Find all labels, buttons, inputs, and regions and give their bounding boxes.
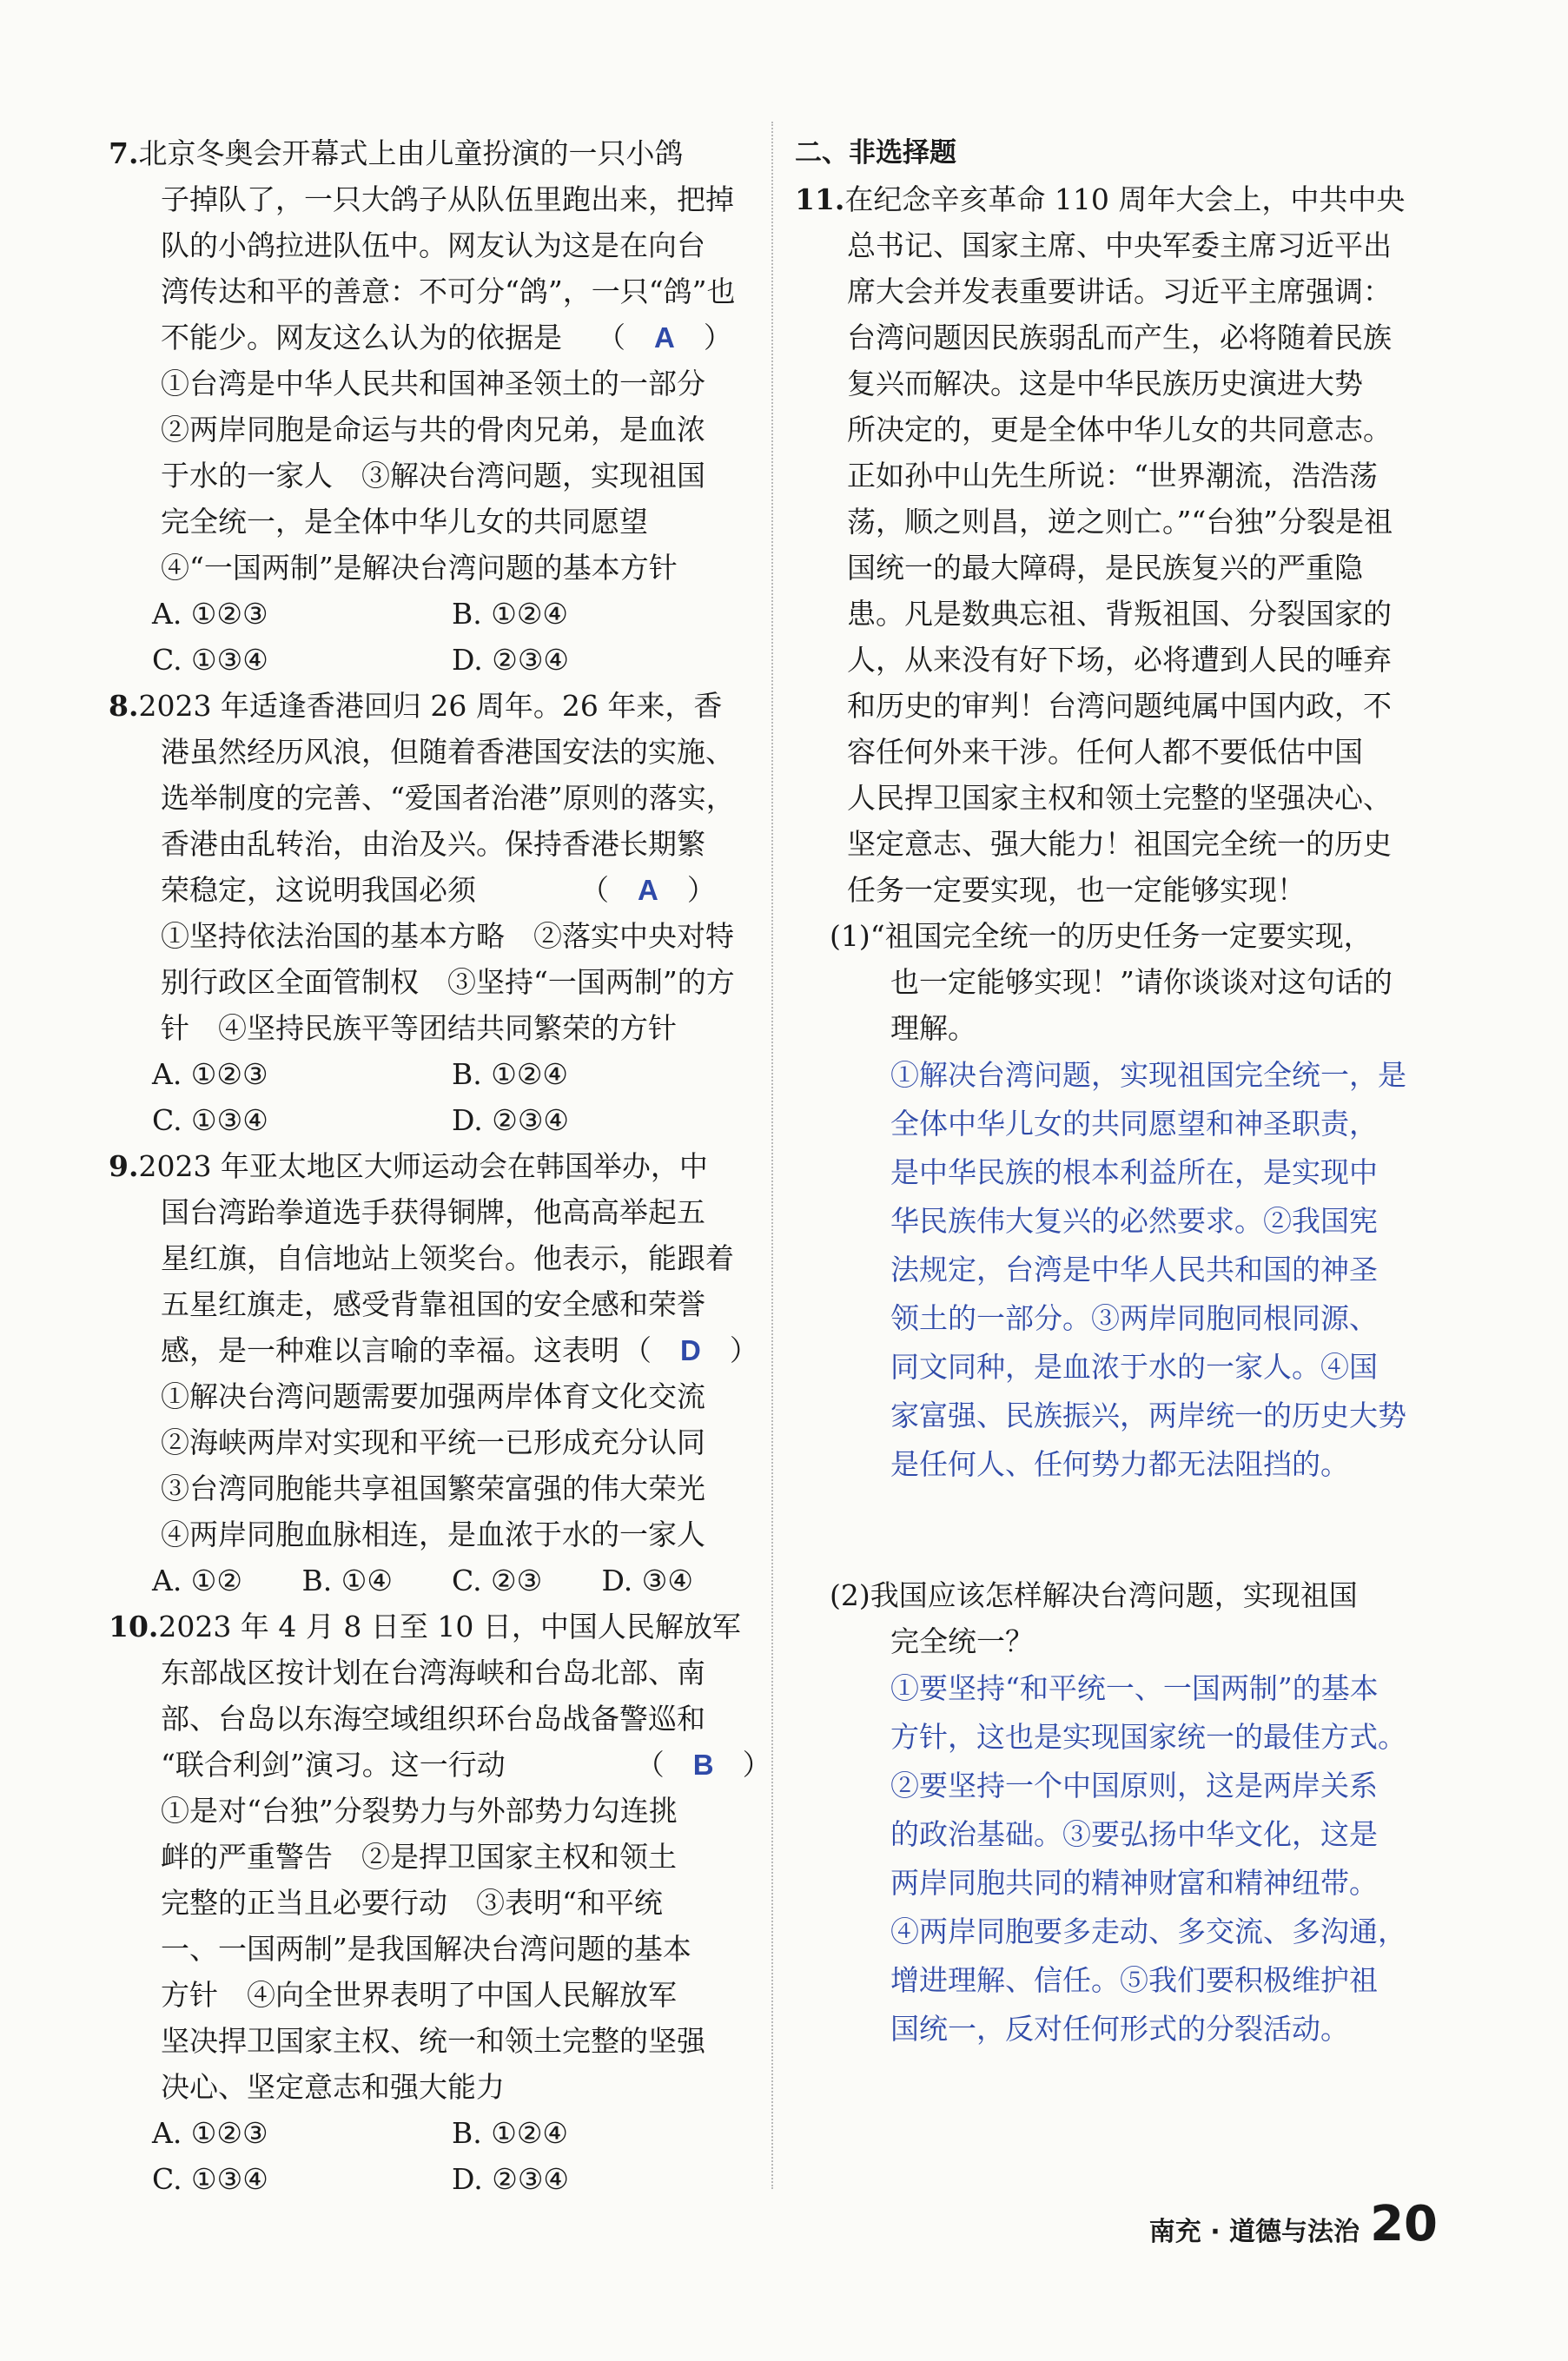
- subquestion-2: [795, 1572, 1442, 2053]
- answer-line: ②要坚持一个中国原则，这是两岸关系: [890, 1769, 1378, 1802]
- statement: ④“一国两制”是解决台湾问题的基本方针: [161, 551, 678, 585]
- question-9: [109, 1143, 758, 1604]
- stem-line: 人民捍卫国家主权和领土完整的坚强决心、: [847, 781, 1392, 815]
- stem-line: 患。凡是数典忘祖、背叛祖国、分裂国家的: [847, 597, 1392, 631]
- stem-line-with-answer: 不能少。网友这么认为的依据是 （ A ）: [161, 321, 732, 354]
- answer-line: 同文同种，是血浓于水的一家人。④国: [890, 1350, 1378, 1384]
- statement: ②海峡两岸对实现和平统一已形成充分认同: [161, 1425, 705, 1459]
- answer-line: ④两岸同胞要多走动、多交流、多沟通，: [890, 1915, 1406, 1948]
- column-divider: [771, 122, 773, 2189]
- stem-line: 在纪念辛亥革命 110 周年大会上，中共中央: [844, 182, 1406, 216]
- options-row: [109, 2156, 751, 2202]
- stem-line: 2023 年 4 月 8 日至 10 日，中国人民解放军: [158, 1610, 741, 1643]
- answer-line: 领土的一部分。③两岸同胞同根同源、: [890, 1301, 1378, 1335]
- statement: 别行政区全面管制权 ③坚持“一国两制”的方: [161, 965, 735, 999]
- statement: 坚决捍卫国家主权、统一和领土完整的坚强: [161, 2024, 705, 2058]
- answer-line: 是任何人、任何势力都无法阻挡的。: [890, 1447, 1349, 1481]
- stem-line: 总书记、国家主席、中央军委主席习近平出: [847, 228, 1392, 262]
- left-column: [109, 130, 771, 2202]
- answer-line: 家富强、民族振兴，两岸统一的历史大势: [890, 1399, 1406, 1432]
- stem-line: 五星红旗走，感受背靠祖国的安全感和荣誉: [161, 1287, 705, 1321]
- question-number: 8.: [109, 689, 139, 723]
- answer-letter: A: [638, 874, 658, 906]
- statement: 方针 ④向全世界表明了中国人民解放军: [161, 1978, 677, 2012]
- stem-line: 2023 年亚太地区大师运动会在韩国举办，中: [138, 1149, 708, 1183]
- option-a: A. ①②③: [152, 597, 268, 631]
- options-row: [109, 1557, 751, 1604]
- question-8: [109, 683, 751, 1143]
- stem-line: 部、台岛以东海空域组织环台岛战备警巡和: [161, 1702, 705, 1736]
- statement: ②两岸同胞是命运与共的骨肉兄弟，是血浓: [161, 413, 705, 446]
- answer-letter: D: [680, 1334, 701, 1366]
- stem-end: 感，是一种难以言喻的幸福。这表明: [161, 1333, 619, 1367]
- stem-line: 复兴而解决。这是中华民族历史演进大势: [847, 367, 1363, 400]
- statement: ①是对“台独”分裂势力与外部势力勾连挑: [161, 1794, 678, 1828]
- statement: 决心、坚定意志和强大能力: [161, 2070, 505, 2104]
- stem-end: “联合利剑”演习。这一行动: [161, 1748, 506, 1782]
- statement: 于水的一家人 ③解决台湾问题，实现祖国: [161, 459, 705, 493]
- option-c: C. ①③④: [152, 643, 268, 677]
- stem-end: 不能少。网友这么认为的依据是: [161, 321, 562, 354]
- question-7: [109, 130, 751, 683]
- option-a: A. ①②③: [152, 2116, 268, 2150]
- page-number: 20: [1370, 2196, 1438, 2252]
- stem-line-with-answer: 荣稳定，这说明我国必须 （ A ）: [161, 873, 716, 907]
- stem-line: 东部战区按计划在台湾海峡和台岛北部、南: [161, 1656, 705, 1690]
- question-number: 11.: [795, 182, 845, 216]
- answer-line: 是中华民族的根本利益所在，是实现中: [890, 1155, 1378, 1189]
- option-d: D. ②③④: [452, 1103, 570, 1137]
- answer-line: ①解决台湾问题，实现祖国完全统一，是: [890, 1058, 1406, 1092]
- subquestion-line: 也一定能够实现！”请你谈谈对这句话的: [890, 965, 1393, 999]
- stem-line: 选举制度的完善、“爱国者治港”原则的落实，: [161, 781, 735, 815]
- subquestion-line: (1)“祖国完全统一的历史任务一定要实现，: [830, 919, 1373, 953]
- answer-block-1: [795, 1051, 1442, 1489]
- statement: 衅的严重警告 ②是捍卫国家主权和领土: [161, 1840, 677, 1874]
- stem-line: 席大会并发表重要讲话。习近平主席强调：: [847, 274, 1392, 308]
- stem-line: 北京冬奥会开幕式上由儿童扮演的一只小鸽: [138, 136, 684, 170]
- question-number: 10.: [109, 1610, 159, 1643]
- statement: 完全统一，是全体中华儿女的共同愿望: [161, 505, 648, 539]
- answer-line: 全体中华儿女的共同愿望和神圣职责，: [890, 1107, 1378, 1141]
- answer-letter: A: [654, 321, 675, 354]
- stem-line: 国统一的最大障碍，是民族复兴的严重隐: [847, 551, 1363, 585]
- stem-line: 队的小鸽拉进队伍中。网友认为这是在向台: [161, 228, 705, 262]
- statement: ①坚持依法治国的基本方略 ②落实中央对特: [161, 919, 734, 953]
- stem-line: 子掉队了，一只大鸽子从队伍里跑出来，把掉: [161, 182, 734, 216]
- question-number: 9.: [109, 1149, 139, 1183]
- stem-line: 港虽然经历风浪，但随着香港国安法的实施、: [161, 735, 734, 769]
- question-11: [795, 176, 1442, 2053]
- stem-line: 人，从来没有好下场，必将遭到人民的唾弃: [847, 643, 1392, 677]
- options-row: [109, 637, 751, 683]
- subquestion-line: (2)我国应该怎样解决台湾问题，实现祖国: [830, 1578, 1358, 1612]
- stem-line: 湾传达和平的善意：不可分“鸽”，一只“鸽”也: [161, 274, 736, 308]
- statement: 一、一国两制”是我国解决台湾问题的基本: [161, 1932, 691, 1966]
- option-d: D. ②③④: [452, 2162, 570, 2196]
- options-row: [109, 1051, 751, 1097]
- subquestion-line: 完全统一？: [890, 1624, 1034, 1658]
- footer-title: 南充 · 道德与法治: [1148, 2217, 1360, 2247]
- option-c: C. ①③④: [152, 2162, 268, 2196]
- option-d: D. ③④: [601, 1564, 693, 1597]
- answer-line: 方针，这也是实现国家统一的最佳方式。: [890, 1720, 1406, 1754]
- option-b: B. ①②④: [452, 1057, 568, 1091]
- stem-line: 荡，顺之则昌，逆之则亡。”“台独”分裂是祖: [847, 505, 1393, 539]
- answer-line: 两岸同胞共同的精神财富和精神纽带。: [890, 1866, 1378, 1900]
- stem-line: 容任何外来干涉。任何人都不要低估中国: [847, 735, 1363, 769]
- subquestion-1: [795, 913, 1442, 1489]
- answer-letter: B: [692, 1749, 714, 1781]
- option-b: B. ①②④: [452, 2116, 568, 2150]
- stem-line-with-answer: 感，是一种难以言喻的幸福。这表明 （ D ）: [161, 1333, 758, 1367]
- stem-line: 香港由乱转治，由治及兴。保持香港长期繁: [161, 827, 705, 861]
- statement: ①台湾是中华人民共和国神圣领土的一部分: [161, 367, 705, 400]
- stem-line: 国台湾跆拳道选手获得铜牌，他高高举起五: [161, 1195, 705, 1229]
- option-b: B. ①②④: [452, 597, 568, 631]
- statement: 针 ④坚持民族平等团结共同繁荣的方针: [161, 1011, 677, 1045]
- stem-line: 和历史的审判！台湾问题纯属中国内政，不: [847, 689, 1392, 723]
- stem-line: 台湾问题因民族弱乱而产生，必将随着民族: [847, 321, 1392, 354]
- options-row: [109, 1097, 751, 1143]
- option-a: A. ①②③: [152, 1057, 268, 1091]
- stem-line: 坚定意志、强大能力！祖国完全统一的历史: [847, 827, 1392, 861]
- section-title: 二、非选择题: [795, 137, 956, 169]
- statement: ①解决台湾问题需要加强两岸体育文化交流: [161, 1379, 705, 1413]
- option-c: C. ①③④: [152, 1103, 268, 1137]
- stem-line: 所决定的，更是全体中华儿女的共同意志。: [847, 413, 1392, 446]
- options-row: [109, 2110, 751, 2156]
- subquestion-line: 理解。: [890, 1011, 976, 1045]
- question-10: [109, 1604, 771, 2202]
- statement: ③台湾同胞能共享祖国繁荣富强的伟大荣光: [161, 1471, 705, 1505]
- answer-line: 的政治基础。③要弘扬中华文化，这是: [890, 1817, 1378, 1851]
- answer-line: ①要坚持“和平统一、一国两制”的基本: [890, 1671, 1379, 1705]
- option-d: D. ②③④: [452, 643, 570, 677]
- statement: ④两岸同胞血脉相连，是血浓于水的一家人: [161, 1518, 705, 1551]
- stem-line: 正如孙中山先生所说：“世界潮流，浩浩荡: [847, 459, 1378, 493]
- answer-line: 国统一，反对任何形式的分裂活动。: [890, 2012, 1349, 2046]
- stem-line: 2023 年适逢香港回归 26 周年。26 年来，香: [138, 689, 723, 723]
- statement: 完整的正当且必要行动 ③表明“和平统: [161, 1886, 663, 1920]
- stem-line: 任务一定要实现，也一定能够实现！: [847, 873, 1306, 907]
- stem-end: 荣稳定，这说明我国必须: [161, 873, 476, 907]
- option-a: A. ①②: [152, 1564, 242, 1597]
- answer-line: 法规定，台湾是中华人民共和国的神圣: [890, 1253, 1378, 1286]
- answer-block-2: [795, 1664, 1442, 2053]
- question-number: 7.: [109, 136, 139, 170]
- options-row: [109, 591, 751, 637]
- option-c: C. ②③: [452, 1564, 543, 1597]
- page-footer: [1149, 2196, 1438, 2252]
- answer-line: 增进理解、信任。⑤我们要积极维护祖: [890, 1963, 1378, 1997]
- stem-line-with-answer: “联合利剑”演习。这一行动 （ B ）: [161, 1748, 771, 1782]
- right-column: [795, 130, 1442, 2053]
- option-b: B. ①④: [301, 1564, 393, 1597]
- answer-line: 华民族伟大复兴的必然要求。②我国宪: [890, 1204, 1378, 1238]
- stem-line: 星红旗，自信地站上领奖台。他表示，能跟着: [161, 1241, 734, 1275]
